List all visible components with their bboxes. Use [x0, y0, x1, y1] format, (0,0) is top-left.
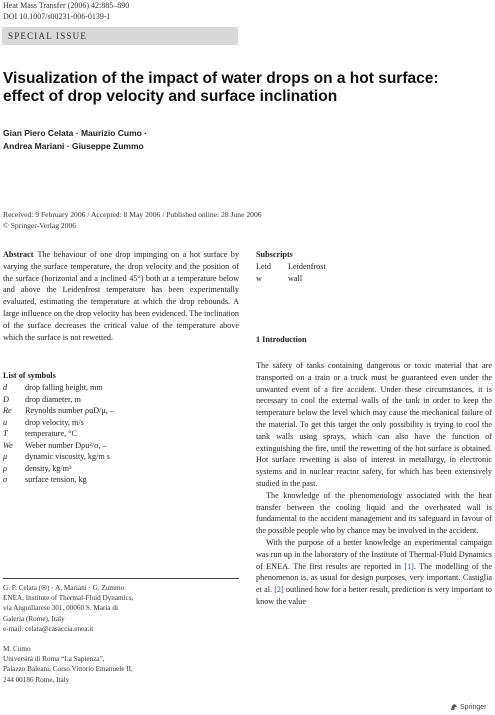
- symbols-list: [3, 382, 239, 486]
- affiliation-line: G. P. Celata (✉) · A. Mariani · G. Zummo: [3, 584, 125, 592]
- list-item: [3, 428, 239, 440]
- symbol-description: temperature, °C: [25, 429, 77, 439]
- citation-link-2[interactable]: [2]: [274, 585, 284, 595]
- subscript-symbol: w: [256, 273, 262, 283]
- abstract: [3, 249, 239, 343]
- symbol-description: surface tension, kg: [25, 475, 87, 485]
- symbol-description: density, kg/m³: [25, 463, 72, 473]
- symbol: σ: [3, 475, 8, 485]
- symbol: d: [3, 383, 8, 393]
- symbol: Re: [3, 406, 12, 416]
- title-line-1: Visualization of the impact of water drops on a hot surface:: [3, 70, 439, 87]
- citation-link-1[interactable]: [1]: [404, 561, 414, 571]
- affiliation-spacer: [3, 634, 239, 644]
- publication-history: [3, 209, 262, 231]
- introduction-heading: 1 Introduction: [256, 335, 307, 344]
- symbol: ρ: [3, 463, 7, 473]
- list-item: [3, 405, 239, 417]
- symbols-heading: List of symbols: [3, 371, 56, 381]
- footnote-divider: [3, 578, 239, 579]
- list-item: [256, 261, 492, 273]
- doi-line: DOI 10.1007/s00231-006-0139-1: [3, 12, 111, 21]
- special-issue-banner: SPECIAL ISSUE: [2, 27, 238, 45]
- list-item: [256, 273, 492, 285]
- introduction-paragraph-3: [256, 537, 492, 608]
- copyright-line: © Springer-Verlag 2006: [3, 221, 77, 230]
- title-line-2: effect of drop velocity and surface inclination: [3, 88, 338, 105]
- symbol-description: Weber number Dρu²/σ, –: [25, 440, 107, 450]
- subscript-symbol: Leid: [256, 262, 272, 271]
- springer-horse-icon: [450, 703, 458, 711]
- introduction-paragraph-1: The safety of tanks containing dangerous or toxic material that are transported on a train or a truck must be guaranteed even under the unwanted event of a fire accident. Under these circumstances, it is necessary to cool the external walls of the tank in order to keep the temperature below the level which may cause the mechanical failure of the material. To get this target the only possibility is trying to cool the tank walls using sprays, which can also have the function of extinguishing the fire, until the rewetting of the hot surface is obtained. Hot surface rewetting is also of interest in metallurgy, in electronic systems and in nuclear reactor safety, for which has been extensively studied in the past.: [256, 361, 492, 488]
- list-item: [3, 451, 239, 463]
- journal-citation: Heat Mass Transfer (2006) 42:885–890: [3, 1, 130, 10]
- affiliation-line: Palazzo Baleani, Corso Vittorio Emanuele II,: [3, 665, 133, 674]
- list-item: [3, 382, 239, 394]
- journal-header: [3, 0, 129, 22]
- symbol: T: [3, 429, 8, 439]
- subscripts-heading: Subscripts: [256, 250, 293, 259]
- author-list: [3, 127, 303, 153]
- subscript-description: wall: [288, 273, 303, 283]
- symbol: μ: [3, 452, 8, 462]
- list-item: [3, 474, 239, 486]
- right-column: [256, 249, 492, 608]
- author-affiliations: [3, 583, 239, 685]
- symbol: D: [3, 394, 9, 404]
- publisher-mark: [450, 703, 486, 711]
- list-item: [3, 394, 239, 406]
- list-item: [3, 463, 239, 475]
- list-item: [3, 417, 239, 429]
- symbol: We: [3, 440, 13, 450]
- symbol-description: Reynolds number ρuD/μ, –: [25, 406, 114, 416]
- publisher-name: Springer: [460, 703, 487, 711]
- symbol-description: drop falling height, mm: [25, 383, 103, 393]
- paragraph-text: With the purpose of a better knowledge an experimental campaign was run up in the laboratory of the Institute of Thermal-Fluid Dynamics of ENEA. The first results are reported in: [256, 537, 492, 571]
- affiliation-line: ENEA, Institute of Thermal-Fluid Dynamics,: [3, 594, 134, 603]
- authors-line-1: Gian Piero Celata · Maurizio Cumo ·: [3, 128, 148, 138]
- symbol-description: drop diameter, m: [25, 394, 81, 404]
- abstract-text: The behaviour of one drop impinging on a hot surface by varying the surface temperature, the drop velocity and the position of the surface (horizontal and a inclined 45°) both at a temperature below and above the Leidenfrost temperature has been experimentally evaluated, estimating the temperature at which the drop rebounds. A large influence on the drop velocity has been evidenced. The inclination of the surface decreases the critical value of the temperature above which the surface is not rewetted.: [3, 250, 239, 342]
- symbol-description: dynamic viscosity, kg/m s: [25, 452, 110, 462]
- abstract-label: Abstract: [3, 250, 34, 259]
- symbol-description: drop velocity, m/s: [25, 417, 84, 427]
- article-title: [3, 70, 473, 106]
- author-email[interactable]: e-mail: celata@casaccia.enea.it: [3, 624, 94, 633]
- affiliation-line: via Anguillarese 301, 00060 S. Maria di: [3, 604, 118, 613]
- affiliation-line: 244 00186 Rome, Italy: [3, 675, 70, 684]
- subscript-description: Leidenfrost: [288, 262, 326, 271]
- paragraph-text: . The modelling of the phenomenon is, as usual for design purposes, very important. Castiglia et al.: [256, 561, 492, 595]
- left-column: [3, 249, 239, 486]
- paragraph-text: outlined how for a better result, prediction is very important to know the value: [256, 585, 492, 606]
- affiliation-line: Galeria (Rome), Italy: [3, 614, 65, 623]
- introduction-paragraph-2: The knowledge of the phenomenology associated with the heat transfer between the cooling liquid and the overheated wall is fundamental to the accident management and its safeguard in favour of the possible people who by chance may be involved in the accident.: [256, 490, 492, 536]
- symbol: u: [3, 417, 8, 427]
- list-item: [3, 440, 239, 452]
- received-dates: Received: 9 February 2006 / Accepted: 8 May 2006 / Published online: 28 June 2006: [3, 210, 262, 219]
- authors-line-2: Andrea Mariani · Giuseppe Zummo: [3, 141, 144, 151]
- affiliation-line: M. Cumo: [3, 645, 31, 654]
- affiliation-line: Università di Roma “La Sapienza”,: [3, 655, 105, 664]
